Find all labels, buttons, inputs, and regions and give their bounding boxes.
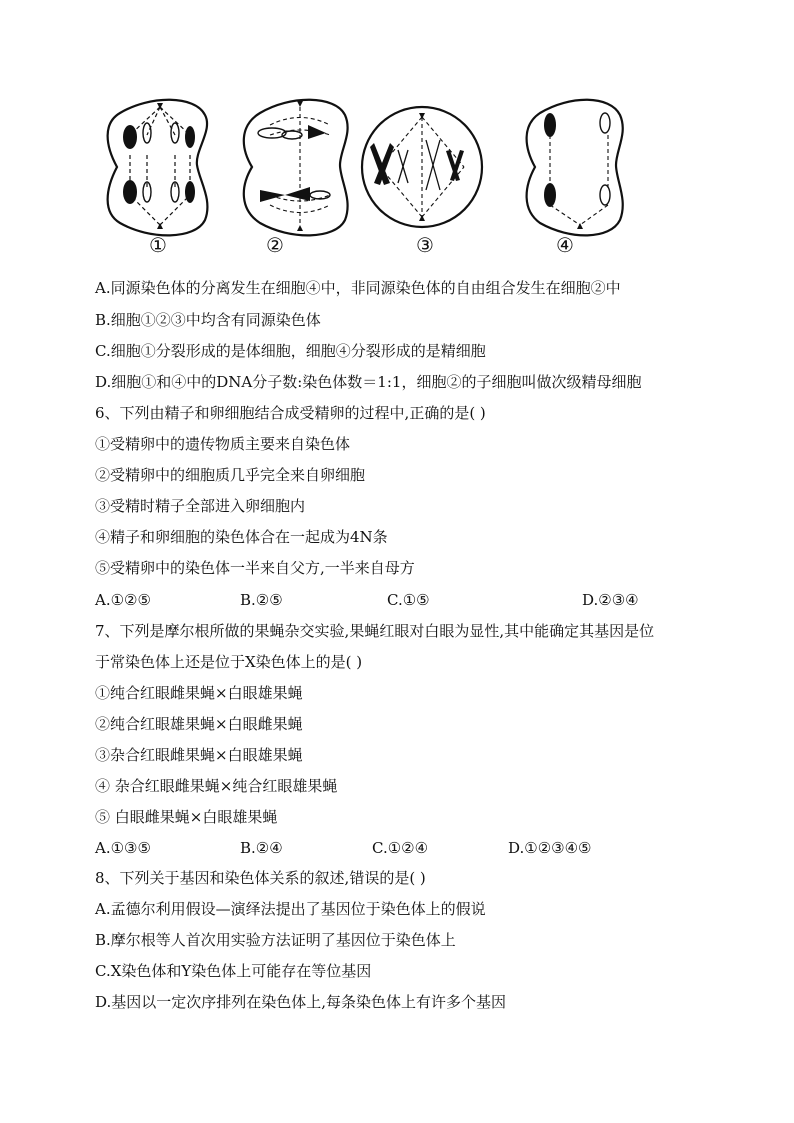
q6-option-c: C.①⑤ — [387, 591, 430, 609]
q8-option-d: D.基因以一定次序排列在染色体上,每条染色体上有许多个基因 — [95, 993, 507, 1011]
cell-label-1: ① — [149, 233, 167, 257]
cell-3-diagram — [362, 107, 482, 227]
q8-option-a: A.孟德尔利用假设—演绎法提出了基因位于染色体上的假说 — [95, 900, 486, 918]
q6-item-1: ①受精卵中的遗传物质主要来自染色体 — [95, 435, 351, 453]
q7-stem-line-2: 于常染色体上还是位于X染色体上的是( ) — [95, 653, 363, 671]
q7-option-b: B.②④ — [240, 839, 283, 857]
q7-item-1: ①纯合红眼雌果蝇×白眼雄果蝇 — [95, 684, 303, 702]
q6-item-2: ②受精卵中的细胞质几乎完全来自卵细胞 — [95, 466, 366, 484]
q6-item-3: ③受精时精子全部进入卵细胞内 — [95, 497, 306, 515]
q5-option-c: C.细胞①分裂形成的是体细胞，细胞④分裂形成的是精细胞 — [95, 342, 486, 360]
cell-2-diagram — [244, 100, 348, 236]
q7-item-5: ⑤ 白眼雌果蝇×白眼雄果蝇 — [95, 808, 278, 826]
q6-stem: 6、下列由精子和卵细胞结合成受精卵的过程中,正确的是( ) — [95, 404, 486, 422]
q7-item-3: ③杂合红眼雌果蝇×白眼雄果蝇 — [95, 746, 303, 764]
cell-label-3: ③ — [416, 233, 434, 257]
q8-stem: 8、下列关于基因和染色体关系的叙述,错误的是( ) — [95, 869, 426, 887]
q6-item-4: ④精子和卵细胞的染色体合在一起成为4N条 — [95, 528, 388, 546]
q7-item-4: ④ 杂合红眼雌果蝇×纯合红眼雄果蝇 — [95, 777, 338, 795]
cell-label-2: ② — [266, 233, 284, 257]
q6-option-b: B.②⑤ — [240, 591, 283, 609]
q5-option-d: D.细胞①和④中的DNA分子数:染色体数＝1:1，细胞②的子细胞叫做次级精母细胞 — [95, 373, 642, 391]
q6-item-5: ⑤受精卵中的染色体一半来自父方,一半来自母方 — [95, 559, 415, 577]
q7-option-d: D.①②③④⑤ — [508, 839, 592, 857]
q6-option-d: D.②③④ — [582, 591, 639, 609]
q8-option-c: C.X染色体和Y染色体上可能存在等位基因 — [95, 962, 372, 980]
cell-label-4: ④ — [556, 233, 574, 257]
q7-stem-line-1: 7、下列是摩尔根所做的果蝇杂交实验,果蝇红眼对白眼为显性,其中能确定其基因是位 — [95, 622, 655, 640]
q7-option-a: A.①③⑤ — [95, 839, 151, 857]
q6-option-a: A.①②⑤ — [95, 591, 151, 609]
cell-1-diagram — [108, 100, 208, 236]
q7-item-2: ②纯合红眼雄果蝇×白眼雌果蝇 — [95, 715, 303, 733]
q5-option-a: A.同源染色体的分离发生在细胞④中，非同源染色体的自由组合发生在细胞②中 — [95, 279, 621, 297]
q5-option-b: B.细胞①②③中均含有同源染色体 — [95, 311, 321, 329]
cell-4-diagram — [527, 100, 623, 236]
q7-option-c: C.①②④ — [372, 839, 429, 857]
q8-option-b: B.摩尔根等人首次用实验方法证明了基因位于染色体上 — [95, 931, 456, 949]
